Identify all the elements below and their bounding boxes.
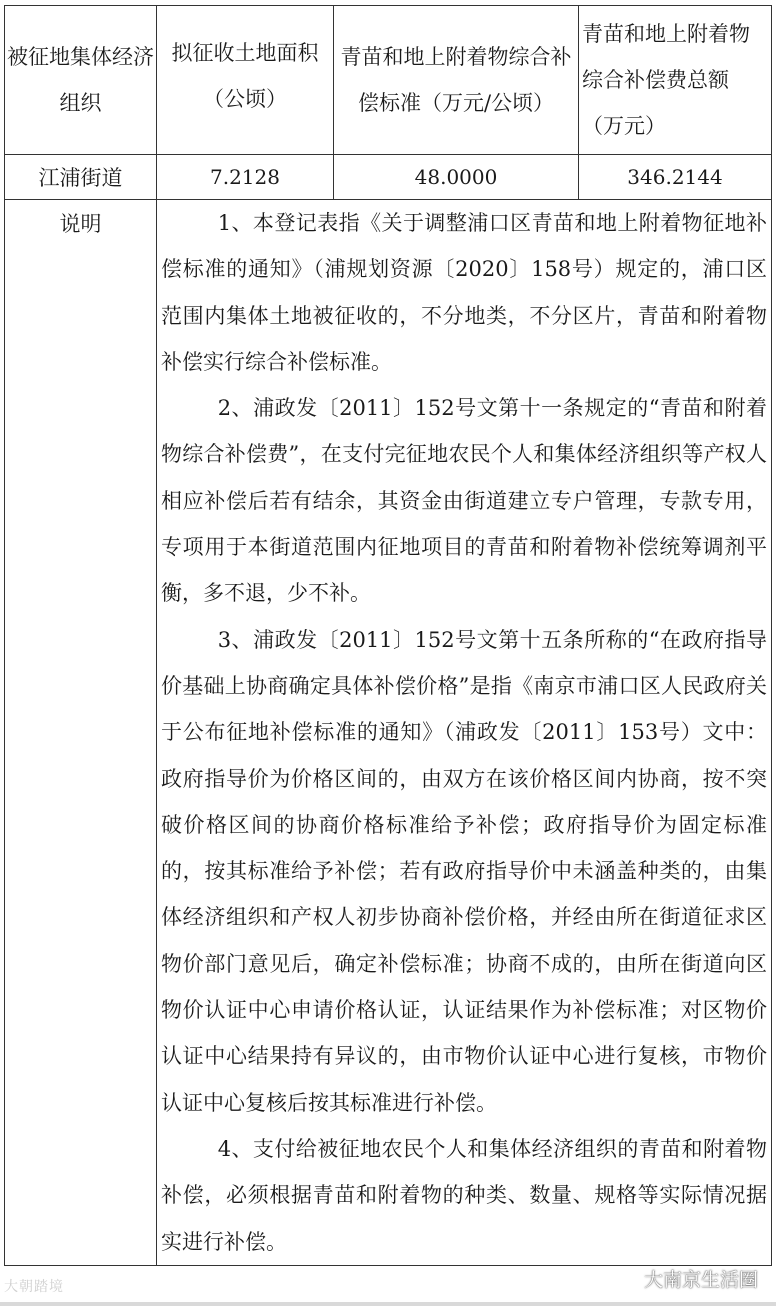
cell-total: 346.2144 bbox=[579, 155, 772, 200]
note-label: 说明 bbox=[5, 200, 157, 1266]
wechat-icon bbox=[612, 1269, 638, 1289]
cell-area: 7.2128 bbox=[157, 155, 334, 200]
bottom-divider bbox=[0, 1302, 776, 1306]
compensation-table bbox=[4, 5, 772, 1266]
watermark-right-text: 大南京生活圈 bbox=[643, 1269, 758, 1291]
header-org: 被征地集体经济组织 bbox=[5, 6, 157, 155]
header-standard: 青苗和地上附着物综合补偿标准（万元/公顷） bbox=[334, 6, 579, 155]
note-paragraph-2: 2、浦政发〔2011〕152号文第十一条规定的“青苗和附着物综合补偿费”，在支付完征地农民个人和集体经济组织等产权人相应补偿后若有结余，其资金由街道建立专户管理，专款专用，专项用于本街道范围内征地项目的青苗和附着物补偿统筹调剂平衡，多不退，少不补。 bbox=[161, 396, 767, 606]
cell-standard: 48.0000 bbox=[334, 155, 579, 200]
watermark-left: 大朝踏境 bbox=[4, 1279, 64, 1295]
watermark-right bbox=[612, 1265, 758, 1292]
header-area: 拟征收土地面积（公顷） bbox=[157, 6, 334, 155]
note-paragraph-3: 3、浦政发〔2011〕152号文第十五条所称的“在政府指导价基础上协商确定具体补偿价格”是指《南京市浦口区人民政府关于公布征地补偿标准的通知》（浦政发〔2011〕153号）文中：政府指导价为价格区间的，由双方在该价格区间内协商，按不突破价格区间的协商价格标准给予补偿；政府指导价为固定标准的，按其标准给予补偿；若有政府指导价中未涵盖种类的，由集体经济组织和产权人初步协商补偿价格，并经由所在街道征求区物价部门意见后，确定补偿标准；协商不成的，由所在街道向区物价认证中心申请价格认证，认证结果作为补偿标准；对区物价认证中心结果持有异议的，由市物价认证中心进行复核，市物价认证中心复核后按其标准进行补偿。 bbox=[161, 627, 767, 1115]
note-row bbox=[5, 200, 772, 1266]
note-paragraph-1: 1、本登记表指《关于调整浦口区青苗和地上附着物征地补偿标准的通知》（浦规划资源〔2020〕158号）规定的，浦口区范围内集体土地被征收的，不分地类，不分区片，青苗和附着物补偿实行综合补偿标准。 bbox=[161, 211, 767, 374]
table-row bbox=[5, 155, 772, 200]
header-total: 青苗和地上附着物综合补偿费总额（万元） bbox=[579, 6, 772, 155]
cell-org: 江浦街道 bbox=[5, 155, 157, 200]
table-header-row bbox=[5, 6, 772, 155]
note-paragraph-4: 4、支付给被征地农民个人和集体经济组织的青苗和附着物补偿，必须根据青苗和附着物的种类、数量、规格等实际情况据实进行补偿。 bbox=[161, 1136, 767, 1254]
note-body bbox=[157, 200, 772, 1266]
